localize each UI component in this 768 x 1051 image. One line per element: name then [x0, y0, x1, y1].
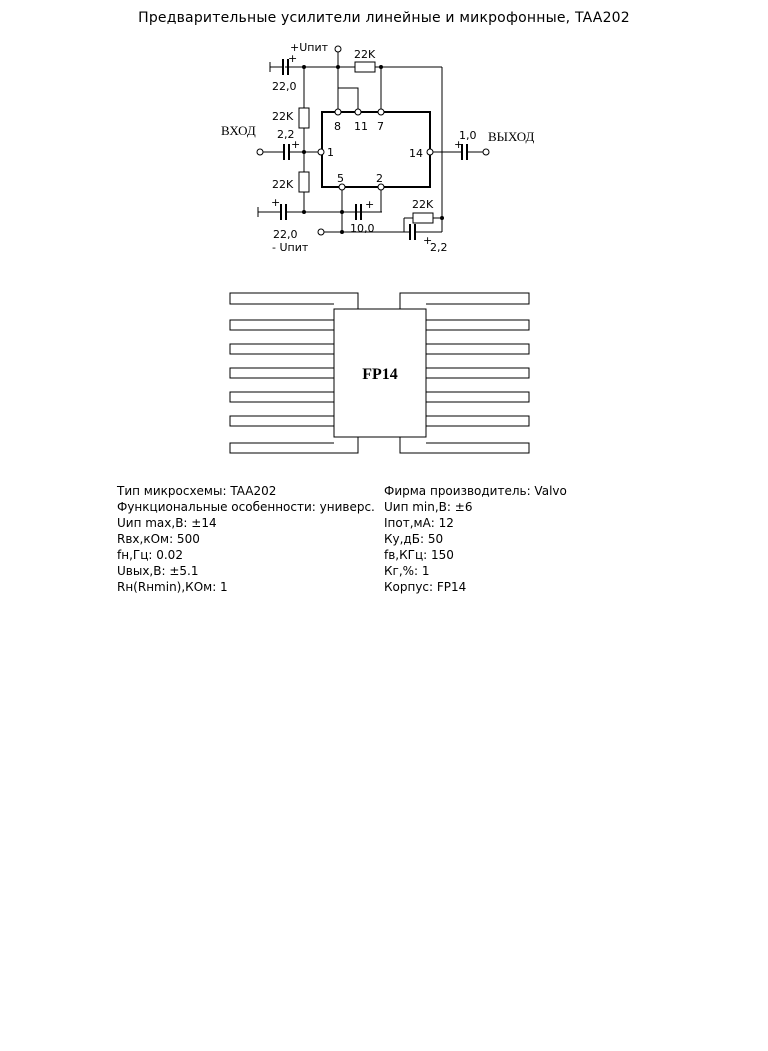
resistor-input-lower — [299, 172, 309, 192]
cap-pos-supply-label: 22,0 — [272, 80, 297, 93]
resistor-feedback-label: 22K — [412, 198, 434, 211]
spec-chip-type: Тип микросхемы: TAA202 — [117, 484, 277, 498]
spec-manufacturer: Фирма производитель: Valvo — [384, 484, 567, 498]
spec-current: Iпот,мА: 12 — [384, 516, 454, 530]
output-label: ВЫХОД — [488, 129, 535, 144]
cap-fb-label: 2,2 — [430, 241, 448, 254]
schematic-labels — [271, 41, 477, 254]
supply-pos-label: +Uпит — [290, 41, 329, 54]
input-label: ВХОД — [221, 123, 256, 138]
spec-input-resistance: Rвх,кОм: 500 — [117, 532, 200, 546]
input-terminal — [257, 149, 263, 155]
plus-mark: + — [271, 196, 281, 209]
pin-14-node — [427, 149, 433, 155]
resistor-input-lower-label: 22K — [272, 178, 294, 191]
spec-low-freq: fн,Гц: 0.02 — [117, 548, 183, 562]
pin-1-node — [318, 149, 324, 155]
pin-1-label: 1 — [327, 146, 334, 159]
spec-gain: Ку,дБ: 50 — [384, 532, 444, 546]
pin-5-label: 5 — [337, 172, 344, 185]
spec-output-voltage: Uвых,В: ±5.1 — [117, 564, 199, 578]
plus-mark: + — [291, 138, 301, 151]
resistor-input-upper-label: 22K — [272, 110, 294, 123]
pin-8-node — [335, 109, 341, 115]
spec-package: Корпус: FP14 — [384, 580, 467, 594]
spec-distortion: Кг,%: 1 — [384, 564, 430, 578]
spec-supply-min: Uип min,В: ±6 — [384, 500, 473, 514]
spec-load-resistance: Rн(Rнmin),КОм: 1 — [117, 580, 228, 594]
pin-7-label: 7 — [377, 120, 384, 133]
resistor-top — [355, 62, 375, 72]
page-title: Предварительные усилители линейные и микрофонные, TAA202 — [138, 10, 630, 26]
supply-neg-terminal — [318, 229, 324, 235]
pin-2-label: 2 — [376, 172, 383, 185]
resistor-feedback — [413, 213, 433, 223]
plus-mark: + — [288, 52, 298, 65]
supply-pos-terminal — [335, 46, 341, 52]
output-terminal — [483, 149, 489, 155]
cap-neg-supply-label: 22,0 — [273, 228, 298, 241]
plus-mark: + — [454, 138, 464, 151]
spec-features: Функциональные особенности: универс. — [117, 500, 375, 514]
specs-right-column — [384, 483, 567, 595]
spec-supply-max: Uип max,В: ±14 — [117, 516, 217, 530]
plus-mark: + — [423, 234, 433, 247]
pin-11-label: 11 — [354, 120, 368, 133]
plus-mark: + — [365, 198, 375, 211]
pin-8-label: 8 — [334, 120, 341, 133]
resistor-input-upper — [299, 108, 309, 128]
supply-neg-label: - Uпит — [272, 241, 309, 254]
pin-14-label: 14 — [409, 147, 423, 160]
cap-input-label: 2,2 — [277, 128, 295, 141]
package-label: FP14 — [362, 366, 398, 383]
cap-output-label: 1,0 — [459, 129, 477, 142]
spec-high-freq: fв,КГц: 150 — [384, 548, 454, 562]
specs-left-column — [117, 483, 375, 595]
pin-7-node — [378, 109, 384, 115]
resistor-top-label: 22K — [354, 48, 376, 61]
cap-mid-label: 10,0 — [350, 222, 375, 235]
pin-11-node — [355, 109, 361, 115]
